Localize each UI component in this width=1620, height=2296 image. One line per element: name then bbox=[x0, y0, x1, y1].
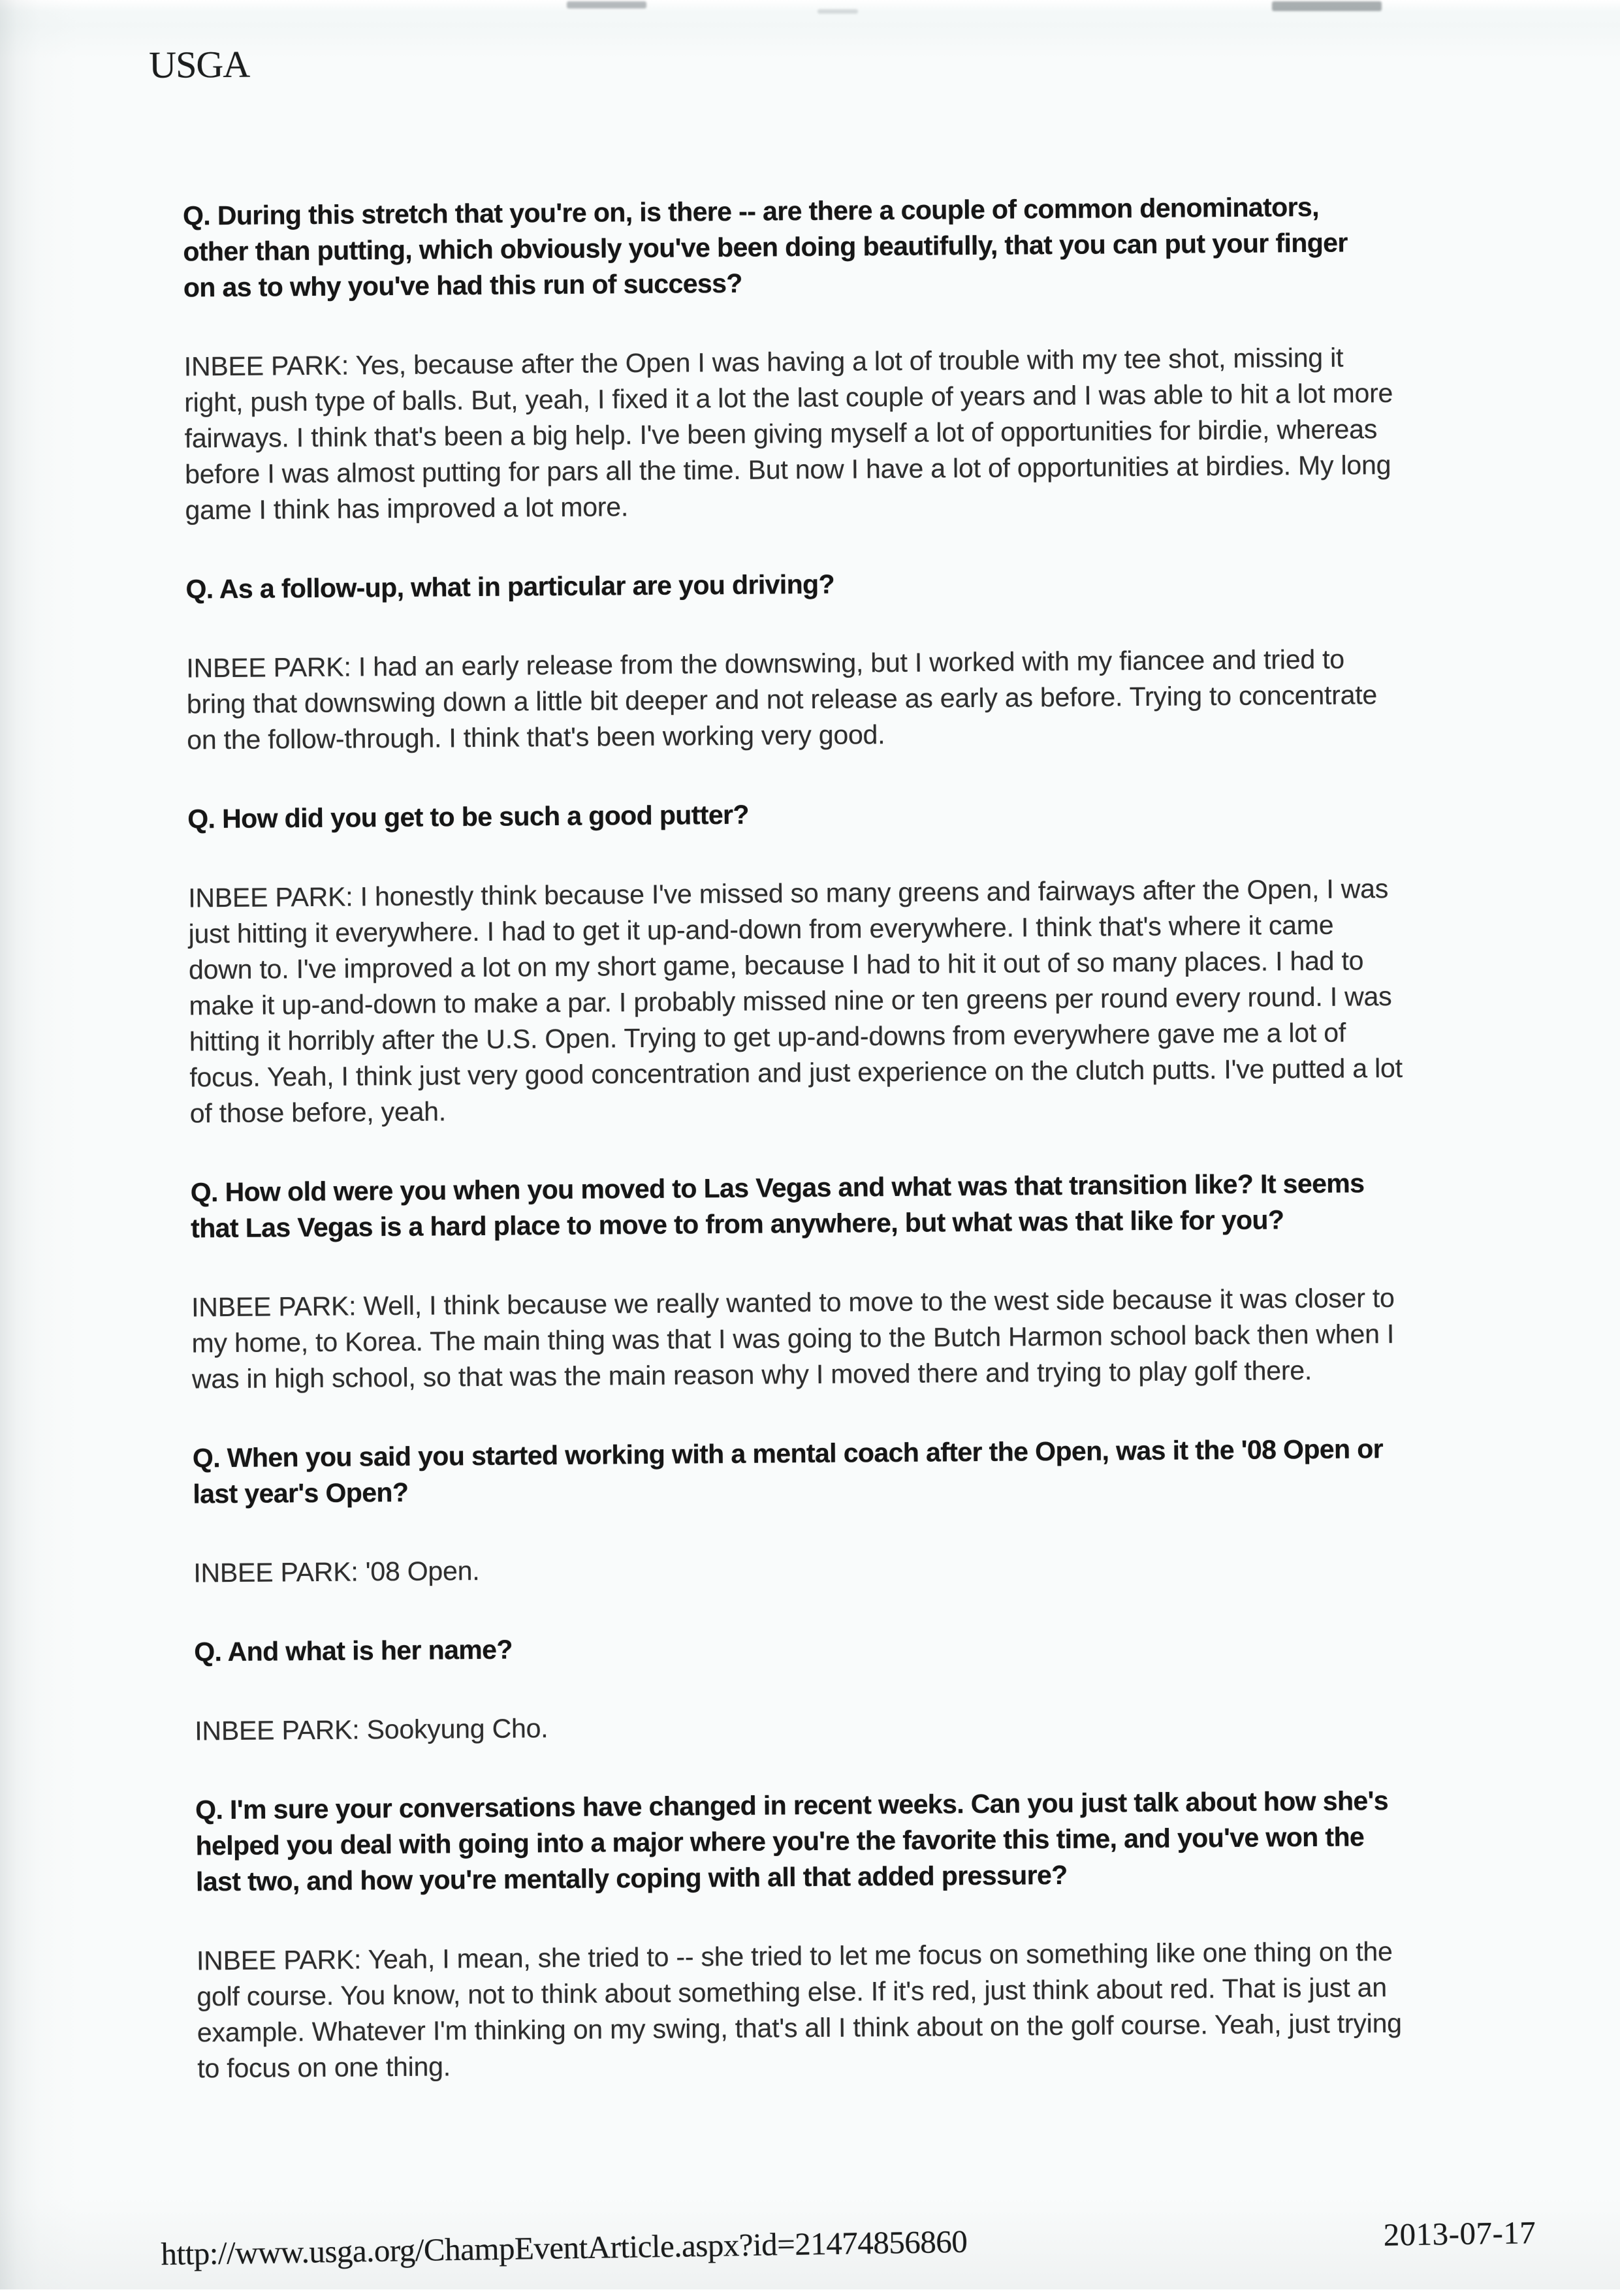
text-line: hitting it horribly after the U.S. Open. Trying to get up-and-downs from everywhere gave me a lot of bbox=[189, 1017, 1346, 1057]
text-line: helped you deal with going into a major where you're the favorite this time, and you've won the bbox=[195, 1821, 1365, 1861]
text-line: INBEE PARK: I honestly think because I've missed so many greens and fairways after the Open, I was bbox=[188, 873, 1389, 913]
text-line: INBEE PARK: Yes, because after the Open I was having a lot of trouble with my tee shot, missing it bbox=[183, 342, 1344, 382]
text-line: Q. As a follow-up, what in particular are you driving? bbox=[185, 569, 835, 605]
text-line: Q. I'm sure your conversations have changed in recent weeks. Can you just talk about how she's bbox=[195, 1785, 1389, 1825]
text-line: bring that downswing down a little bit deeper and not release as early as before. Trying to concentrate bbox=[186, 680, 1378, 719]
text-line: down to. I've improved a lot on my short game, because I had to hit it out of so many places. I had to bbox=[188, 945, 1364, 985]
text-line: on the follow-through. I think that's been working very good. bbox=[187, 719, 885, 755]
text-line: INBEE PARK: Sookyung Cho. bbox=[195, 1713, 548, 1746]
answer-paragraph bbox=[191, 1280, 1433, 1398]
text-line: last year's Open? bbox=[193, 1477, 409, 1509]
text-line: of those before, yeah. bbox=[189, 1096, 447, 1129]
text-line: make it up-and-down to make a par. I probably missed nine or ten greens per round every round. I was bbox=[189, 981, 1392, 1021]
text-line: focus. Yeah, I think just very good concentration and just experience on the clutch putts. I've putted a lot bbox=[189, 1052, 1403, 1093]
answer-paragraph bbox=[186, 641, 1427, 759]
question-paragraph bbox=[187, 792, 1428, 838]
transcript bbox=[183, 189, 1438, 2130]
text-line: before I was almost putting for pars all the time. But now I have a lot of opportunities at birdies. My long bbox=[184, 449, 1391, 490]
text-line: example. Whatever I'm thinking on my swing, that's all I think about on the golf course. Yeah, just trying bbox=[197, 2007, 1402, 2048]
usga-logo: USGA bbox=[148, 42, 250, 86]
text-line: INBEE PARK: '08 Open. bbox=[193, 1555, 480, 1588]
question-paragraph bbox=[185, 562, 1426, 608]
text-line: fairways. I think that's been a big help. I've been giving myself a lot of opportunities for birdie, whereas bbox=[184, 414, 1378, 454]
answer-paragraph bbox=[184, 339, 1426, 529]
question-paragraph bbox=[193, 1431, 1434, 1513]
question-paragraph bbox=[191, 1165, 1432, 1247]
answer-paragraph bbox=[197, 1933, 1438, 2086]
text-line: game I think has improved a lot more. bbox=[185, 492, 629, 526]
page-footer bbox=[161, 2214, 1536, 2272]
text-line: other than putting, which obviously you've been doing beautifully, that you can put your finger bbox=[183, 227, 1348, 267]
text-line: INBEE PARK: Well, I think because we really wanted to move to the west side because it was closer to bbox=[191, 1282, 1395, 1323]
answer-paragraph bbox=[195, 1704, 1435, 1750]
document-date: 2013-07-17 bbox=[1383, 2214, 1536, 2253]
text-line: Q. When you said you started working with a mental coach after the Open, was it the '08 Open or bbox=[192, 1434, 1384, 1473]
source-url: http://www.usga.org/ChampEventArticle.aspx?id=21474856860 bbox=[161, 2223, 968, 2272]
text-line: golf course. You know, not to think about something else. If it's red, just think about red. That is just an bbox=[197, 1972, 1388, 2012]
answer-paragraph bbox=[193, 1546, 1434, 1592]
text-line: INBEE PARK: I had an early release from the downswing, but I worked with my fiancee and tried to bbox=[186, 644, 1345, 684]
text-line: that Las Vegas is a hard place to move to from anywhere, but what was that like for you? bbox=[191, 1204, 1284, 1244]
text-line: Q. How did you get to be such a good putter? bbox=[187, 799, 750, 834]
text-line: to focus on one thing. bbox=[197, 2051, 451, 2084]
text-line: my home, to Korea. The main thing was that I was going to the Butch Harmon school back then when I bbox=[191, 1318, 1395, 1359]
question-paragraph bbox=[195, 1783, 1437, 1900]
text-line: just hitting it everywhere. I had to get it up-and-down from everywhere. I think that's where it came bbox=[188, 909, 1334, 949]
answer-paragraph bbox=[188, 871, 1431, 1132]
text-line: was in high school, so that was the main reason why I moved there and trying to play golf there. bbox=[191, 1355, 1312, 1394]
text-line: right, push type of balls. But, yeah, I fixed it a lot the last couple of years and I was able to hit a lot more bbox=[184, 377, 1393, 418]
question-paragraph bbox=[194, 1625, 1435, 1671]
question-paragraph bbox=[183, 189, 1424, 306]
text-line: INBEE PARK: Yeah, I mean, she tried to -- she tried to let me focus on something like one thing on the bbox=[196, 1936, 1393, 1976]
text-line: Q. During this stretch that you're on, is there -- are there a couple of common denominators, bbox=[182, 191, 1320, 231]
text-line: on as to why you've had this run of success? bbox=[183, 268, 742, 303]
text-line: Q. And what is her name? bbox=[194, 1634, 513, 1667]
text-line: Q. How old were you when you moved to Las Vegas and what was that transition like? It seems bbox=[190, 1168, 1365, 1208]
text-line: last two, and how you're mentally coping with all that added pressure? bbox=[195, 1859, 1068, 1897]
